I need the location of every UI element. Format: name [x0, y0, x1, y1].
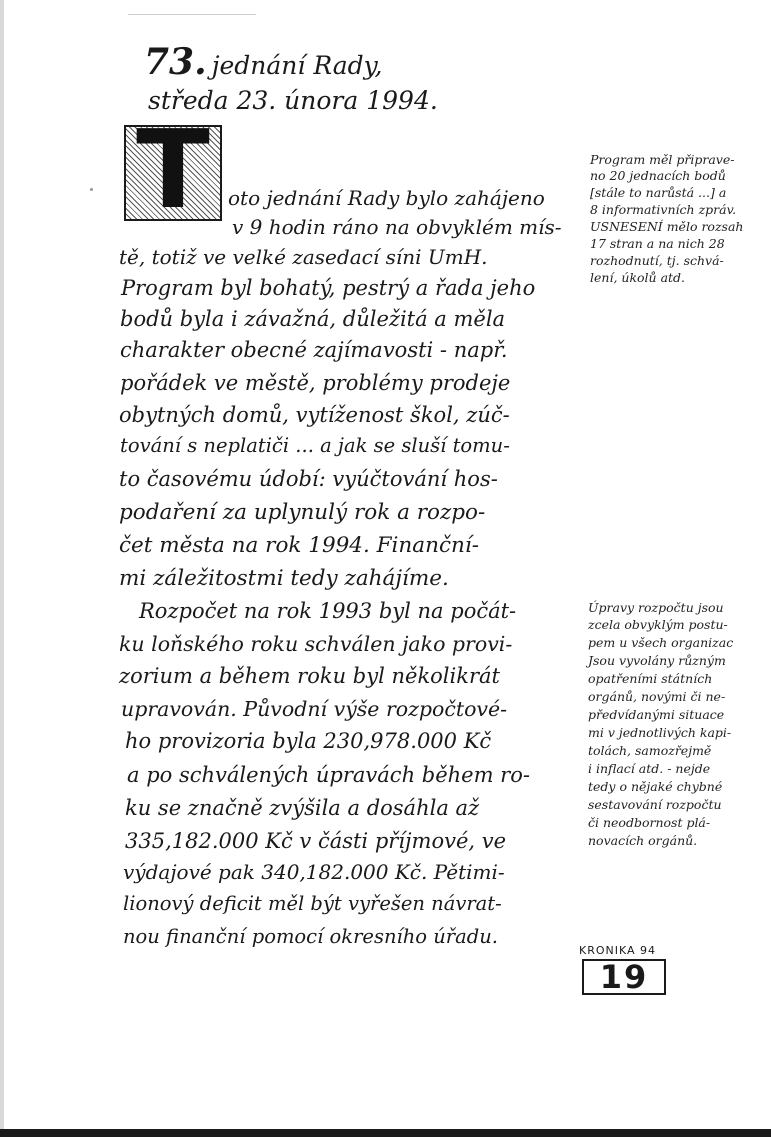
- margin-note-line: orgánů, novými či ne-: [588, 689, 726, 704]
- body-line: ho provizoria byla 230,978.000 Kč: [125, 729, 492, 753]
- margin-note-line: novacích orgánů.: [588, 833, 698, 848]
- page-number-box: [582, 959, 666, 995]
- scan-bottom-edge: [0, 1129, 771, 1137]
- margin-note-line: opatřeními státních: [588, 671, 713, 686]
- chronicle-label: KRONIKA 94: [579, 944, 657, 957]
- body-line: obytných domů, vytíženost škol, zúč-: [119, 403, 510, 427]
- body-line: ku se značně zvýšila a dosáhla až: [125, 796, 480, 820]
- meeting-number: 73.: [144, 41, 207, 83]
- margin-note-line: tedy o nějaké chybné: [588, 779, 723, 794]
- meeting-title: jednání Rady,: [211, 51, 383, 80]
- margin-note-line: Jsou vyvolány různým: [588, 653, 726, 668]
- margin-note-line: zcela obvyklým postu-: [588, 617, 728, 632]
- body-line: pořádek ve městě, problémy prodeje: [120, 371, 511, 395]
- body-line: čet města na rok 1994. Finanční-: [119, 533, 479, 558]
- margin-note-line: i inflací atd. - nejde: [588, 761, 711, 776]
- page-number: 19: [599, 958, 649, 996]
- body-line: mi záležitostmi tedy zahájíme.: [119, 566, 449, 591]
- body-line: ku loňského roku schválen jako provi-: [119, 632, 513, 656]
- margin-note-line: sestavování rozpočtu: [588, 797, 722, 812]
- dropcap-letter: T: [136, 108, 210, 233]
- body-line: Program byl bohatý, pestrý a řada jeho: [121, 276, 536, 300]
- body-line: 335,182.000 Kč v části příjmové, ve: [125, 829, 507, 853]
- body-line: tě, totiž ve velké zasedací síni UmH.: [119, 245, 488, 269]
- body-line: oto jednání Rady bylo zahájeno: [228, 186, 545, 210]
- body-line: výdajové pak 340,182.000 Kč. Pětimi-: [123, 860, 505, 884]
- body-line: to časovému údobí: vyúčtování hos-: [119, 467, 498, 491]
- margin-note-line: rozhodnutí, tj. schvá-: [590, 253, 724, 268]
- margin-note-line: pem u všech organizac: [588, 635, 734, 650]
- margin-note-line: Úpravy rozpočtu jsou: [588, 600, 724, 615]
- margin-note-line: předvídanými situace: [588, 707, 725, 722]
- body-line: upravován. Původní výše rozpočtové-: [121, 697, 508, 721]
- top-rule: [128, 14, 256, 15]
- body-line: bodů byla i závažná, důležitá a měla: [120, 307, 506, 331]
- margin-note-line: tolách, samozřejmě: [588, 743, 712, 758]
- meeting-date: středa 23. února 1994.: [148, 86, 438, 115]
- body-line: zorium a během roku byl několikrát: [119, 664, 500, 688]
- body-line: nou finanční pomocí okresního úřadu.: [123, 925, 498, 948]
- margin-note-line: USNESENÍ mělo rozsah: [590, 219, 744, 234]
- body-line: Rozpočet na rok 1993 byl na počát-: [139, 599, 517, 623]
- margin-note-line: Program měl připrave-: [590, 152, 735, 167]
- page-heading: [144, 41, 383, 83]
- dropcap-initial: [124, 108, 222, 233]
- body-line: v 9 hodin ráno na obvyklém mís-: [232, 215, 562, 239]
- body-line: tování s neplatiči ... a jak se sluší tomu-: [120, 434, 510, 457]
- body-line: charakter obecné zajímavosti - např.: [120, 338, 508, 362]
- margin-note-line: 8 informativních zpráv.: [590, 202, 737, 217]
- margin-note-line: 17 stran a na nich 28: [590, 236, 725, 251]
- body-line: lionový deficit měl být vyřešen návrat-: [123, 892, 502, 915]
- page-stamp: [579, 944, 673, 995]
- margin-note-line: lení, úkolů atd.: [590, 270, 686, 285]
- body-line: podaření za uplynulý rok a rozpo-: [119, 500, 486, 525]
- margin-note-line: no 20 jednacích bodů: [590, 168, 726, 183]
- body-line: a po schválených úpravách během ro-: [127, 763, 530, 787]
- margin-note-line: mi v jednotlivých kapi-: [588, 725, 732, 740]
- paper-speck: [90, 188, 93, 191]
- page-gutter-shadow: [0, 0, 4, 1137]
- margin-note-line: či neodbornost plá-: [588, 815, 711, 830]
- margin-note-line: [stále to narůstá ...] a: [590, 185, 727, 200]
